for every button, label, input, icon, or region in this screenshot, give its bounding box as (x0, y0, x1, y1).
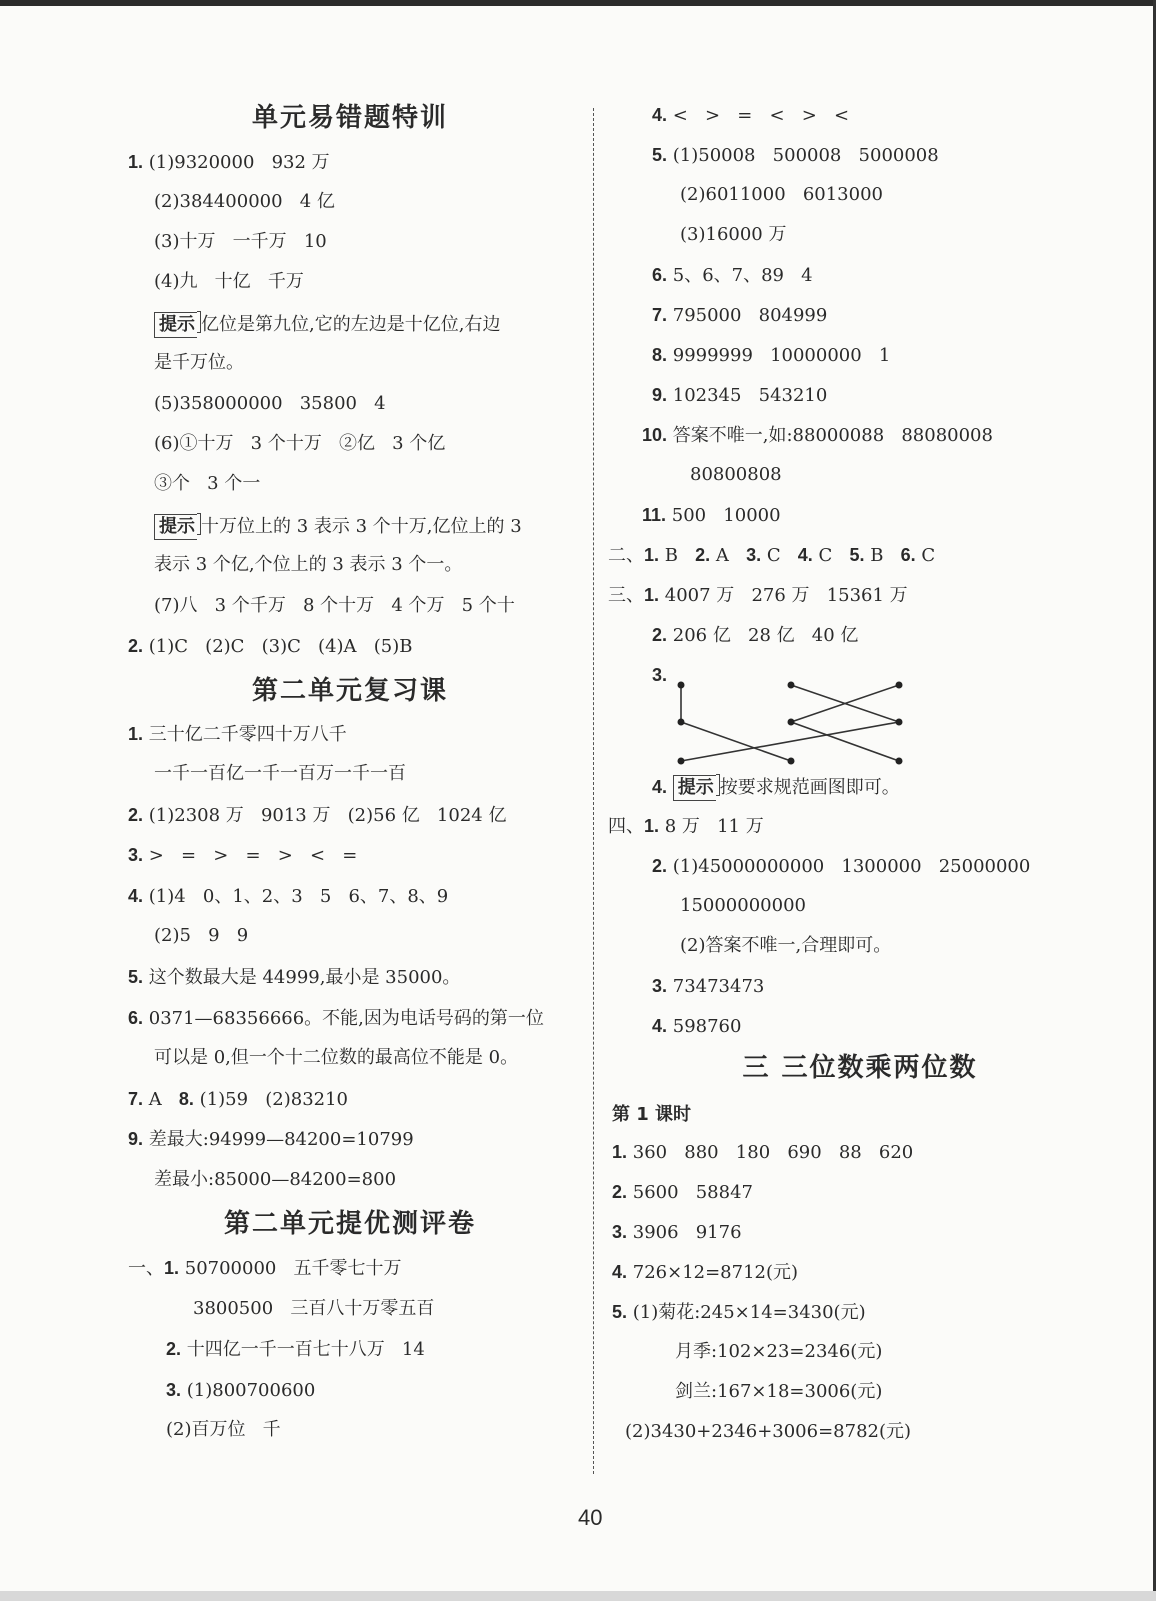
part-4-1: 四、1. 8 万 11 万 (608, 816, 764, 837)
diagram-dot (678, 719, 685, 726)
diagram-dot (896, 682, 903, 689)
matching-lines-diagram (670, 675, 910, 775)
diagram-dot (788, 758, 795, 765)
part-3-4: 4. 提示 按要求规范画图即可。 (652, 774, 900, 801)
lesson-1-answer-5-line-1: 5. (1)菊花:245×14=3430(元) (612, 1302, 866, 1323)
review-7-8: 7. A 8. (1)59 (2)83210 (128, 1089, 348, 1110)
review-9-line-1: 9. 差最大:94999—84200=10799 (128, 1129, 414, 1150)
part-4-3: 3. 73473473 (652, 976, 765, 997)
right-4: 4. < > = < > < (652, 105, 850, 126)
scan-top-edge (0, 0, 1156, 6)
tip-badge: 提示 (154, 514, 197, 540)
tip-line-1: 提示 亿位是第九位,它的左边是十亿位,右边 (154, 311, 500, 338)
right-11: 11. 500 10000 (642, 505, 781, 526)
answer-1-line-4: (4)九 十亿 千万 (154, 271, 304, 292)
diagram-dot (896, 758, 903, 765)
right-5-line-3: (3)16000 万 (680, 224, 787, 245)
answer-1-line-6: (6)①十万 3 个十万 ②亿 3 个亿 (154, 433, 446, 454)
tip-badge: 提示 (154, 312, 197, 338)
test-1-1-line-2: 3800500 三百八十万零五百 (193, 1298, 435, 1319)
page-number: 40 (578, 1505, 603, 1530)
right-5-line-2: (2)6011000 6013000 (680, 184, 883, 205)
review-6-line-2: 可以是 0,但一个十二位数的最高位不能是 0。 (154, 1047, 519, 1068)
tip-line-3: 提示 十万位上的 3 表示 3 个十万,亿位上的 3 (154, 513, 522, 540)
diagram-dot (678, 682, 685, 689)
right-10-line-1: 10. 答案不唯一,如:88000088 88080008 (642, 425, 993, 446)
scan-bottom-edge (0, 1591, 1156, 1601)
part-3-3-label: 3. (652, 665, 668, 685)
section-title-unit2-review: 第二单元复习课 (251, 676, 448, 706)
right-7: 7. 795000 804999 (652, 305, 828, 326)
diagram-line-1 (681, 722, 791, 761)
lesson-1-answer-3: 3. 3906 9176 (612, 1222, 742, 1243)
review-4-line-2: (2)5 9 9 (154, 925, 249, 946)
review-6-line-1: 6. 0371—68356666。不能,因为电话号码的第一位 (128, 1008, 544, 1029)
part-4-2-line-3: (2)答案不唯一,合理即可。 (680, 935, 892, 956)
right-8: 8. 9999999 10000000 1 (652, 345, 891, 366)
test-1-2: 2. 十四亿一千一百七十八万 14 (166, 1339, 425, 1360)
lesson-1-answer-5-line-3: 剑兰:167×18=3006(元) (675, 1381, 883, 1402)
part-4-4: 4. 598760 (652, 1016, 742, 1037)
lesson-heading: 第 1 课时 (612, 1104, 692, 1125)
diagram-dot (788, 719, 795, 726)
tip-line-2: 是千万位。 (154, 352, 244, 373)
test-1-3-line-1: 3. (1)800700600 (166, 1380, 316, 1401)
answer-2: 2. (1)C (2)C (3)C (4)A (5)B (128, 636, 413, 657)
right-5-line-1: 5. (1)50008 500008 5000008 (652, 145, 939, 166)
lesson-1-answer-1: 1. 360 880 180 690 88 620 (612, 1142, 914, 1163)
part-3-2: 2. 206 亿 28 亿 40 亿 (652, 625, 859, 646)
diagram-dot (788, 682, 795, 689)
section-title-unit3: 三 三位数乘两位数 (742, 1053, 978, 1083)
answer-1-line-8: (7)八 3 个千万 8 个十万 4 个万 5 个十 (154, 595, 515, 616)
answer-1-line-3: (3)十万 一千万 10 (154, 231, 327, 252)
tip-line-4: 表示 3 个亿,个位上的 3 表示 3 个一。 (154, 554, 463, 575)
test-1-1-line-1: 一、1. 50700000 五千零七十万 (128, 1258, 402, 1279)
review-1-line-1: 1. 三十亿二千零四十万八千 (128, 724, 347, 745)
diagram-dot (896, 719, 903, 726)
part-4-2-line-1: 2. (1)45000000000 1300000 25000000 (652, 856, 1031, 877)
diagram-line-5 (791, 722, 899, 761)
review-1-line-2: 一千一百亿一千一百万一千一百 (154, 763, 406, 784)
right-10-line-2: 80800808 (690, 464, 782, 485)
review-2: 2. (1)2308 万 9013 万 (2)56 亿 1024 亿 (128, 805, 507, 826)
lesson-1-answer-4: 4. 726×12=8712(元) (612, 1262, 799, 1283)
part-3-1: 三、1. 4007 万 276 万 15361 万 (608, 585, 908, 606)
review-5: 5. 这个数最大是 44999,最小是 35000。 (128, 967, 461, 988)
diagram-dot (678, 758, 685, 765)
answer-1-line-1: 1. (1)9320000 932 万 (128, 152, 330, 173)
lesson-1-answer-5-line-2: 月季:102×23=2346(元) (675, 1341, 883, 1362)
part-2-answers: 二、1. B 2. A 3. C 4. C 5. B 6. C (608, 545, 936, 566)
diagram-line-4 (681, 722, 899, 761)
right-6: 6. 5、6、7、89 4 (652, 265, 813, 286)
section-title-unit2-test: 第二单元提优测评卷 (223, 1209, 476, 1239)
lesson-1-answer-5-line-4: (2)3430+2346+3006=8782(元) (625, 1421, 912, 1442)
section-title-unit-error-training: 单元易错题特训 (251, 103, 448, 133)
part-4-2-line-2: 15000000000 (680, 895, 806, 916)
column-divider (593, 108, 594, 1474)
review-9-line-2: 差最小:85000—84200=800 (154, 1169, 397, 1190)
answer-1-line-5: (5)358000000 35800 4 (154, 393, 386, 414)
review-4-line-1: 4. (1)4 0、1、2、3 5 6、7、8、9 (128, 886, 449, 907)
tip-badge: 提示 (673, 775, 716, 801)
test-1-3-line-2: (2)百万位 千 (166, 1419, 281, 1440)
answer-1-line-2: (2)384400000 4 亿 (154, 191, 335, 212)
lesson-1-answer-2: 2. 5600 58847 (612, 1182, 753, 1203)
right-9: 9. 102345 543210 (652, 385, 828, 406)
review-3: 3. > = > = > < = (128, 845, 358, 866)
answer-1-line-7: ③个 3 个一 (154, 473, 261, 494)
